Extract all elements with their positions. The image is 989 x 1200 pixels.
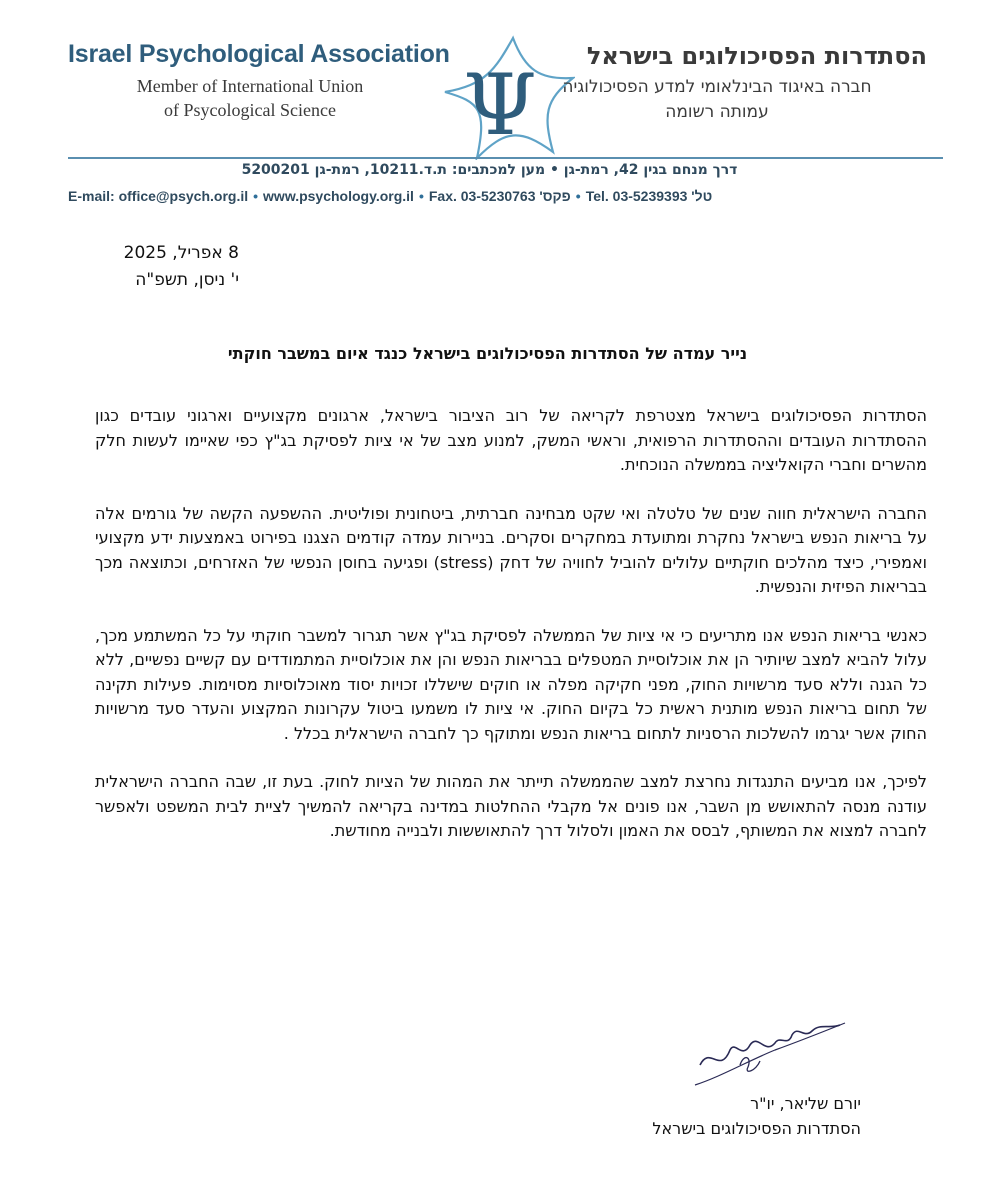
letter-subject: נייר עמדה של הסתדרות הפסיכולוגים בישראל כנגד איום במשבר חוקתי [227,344,748,363]
body-paragraph-3: כאנשי בריאות הנפש אנו מתריעים כי אי ציות של הממשלה לפסיקת בג"ץ אשר תגרור למשבר חוקתי על כל המשתמע מכך, עלול להביא למצב שיותיר הן את אוכלוסיית המטפלים בבריאות הנפש והן את אוכלוסיית המתמודדים עם קשיים נפשיים, ללא כל הגנה וללא סעד מרשויות החוק, מפני חקיקה מפלה או חוקים שישללו זכויות יסוד מאוכלוסיות מסוימות. פעילות תקינה של תחום בריאות הנפש מותנית ראשית כל בקיום החוק. אי ציות לו משמעו ביטול עקרונות המקצוע והעדר סעד מרשויות החוק אשר יגרמו להשלכות הרסניות לתחום בריאות הנפש ומתוקף כך לחברה הישראלית בכלל . [95,625,927,743]
body-paragraph-4: לפיכך, אנו מביעים התנגדות נחרצת למצב שהממשלה תייתר את המהות של הציות לחוק. בעת זו, שבה החברה הישראלית עודנה מנסה להתאושש מן השבר, אנו פונים אל מקבלי ההחלטות במדינה בקריאה להמשיך לציית לבית המשפט ולאפשר לחברה למצוא את המשותף, לבסס את האמון ולסלול דרך להתאוששות ולבנייה מחודשת. [95,772,927,840]
letter-date [124,240,239,294]
signer-name: יורם שליאר, יו"ר [750,1094,861,1113]
english-org-name: Israel Psychological Association [68,40,450,68]
date-hebrew: י' ניסן, תשפ"ה [135,270,239,290]
fax-number: Fax. 03-5230763 'פקס [428,188,571,204]
email-contact[interactable]: E-mail: office@psych.org.il [68,188,249,204]
body-paragraph-2: החברה הישראלית חווה שנים של טלטלה ואי שקט מבחינה חברתית, ביטחונית ופוליטית. ההשפעה הקשה של גורמים אלה על בריאות הנפש בישראל נחקרת ומתועדת במחקרים וסקרים. בניירות עמדה קודמים הצגנו בפירוט באמצעות ידע מקצועי ואמפירי, כיצד מהלכים חוקתיים עלולים להוביל לחוויה של דחק (stress) ופגיעה בחוסן הנפשי של האזרחים, וכתוצאה מכך בבריאות הפיזית והנפשית. [95,503,927,596]
tel-number: Tel. 03-5239393 'טל [585,188,713,204]
hebrew-org-name: הסתדרות הפסיכולוגים בישראל [586,42,927,70]
body-paragraph-1: הסתדרות הפסיכולוגים בישראל מצטרפת לקריאה של רוב הציבור בישראל, ארגונים מקצועיים וארגוני עובדים כגון ההסתדרות העובדים וההסתדרות הרפואית, וראשי המשק, למנוע מצב של אי ציות לפסיקת בג"ץ כפי שאיימו לעשות חלק מהשרים וחברי הקואליציה בממשלה הנוכחית. [95,406,927,474]
header-divider [68,157,943,159]
bullet-separator: • [253,188,259,204]
date-gregorian: 8 אפריל, 2025 [123,243,239,263]
signer-organization: הסתדרות הפסיכולוגים בישראל [652,1119,861,1138]
psi-symbol: Ψ [463,56,537,154]
bullet-separator: • [418,188,424,204]
address-line: דרך מנחם בגין 42, רמת-גן • מען למכתבים: ת.ד.10211, רמת-גן 5200201 [241,162,738,178]
website-link[interactable]: www.psychology.org.il [263,188,414,204]
letter-body [95,404,927,868]
english-member-line-1: Member of International Union [136,76,364,96]
hebrew-sub-line-2: עמותה רשומה [665,102,769,122]
bullet-separator: • [575,188,581,204]
contact-line [68,188,948,204]
english-member-line-2: of Psycological Science [164,100,336,120]
hebrew-sub-line-1: חברה באיגוד הבינלאומי למדע הפסיכולוגיה [562,77,872,97]
handwritten-signature [680,1005,850,1090]
